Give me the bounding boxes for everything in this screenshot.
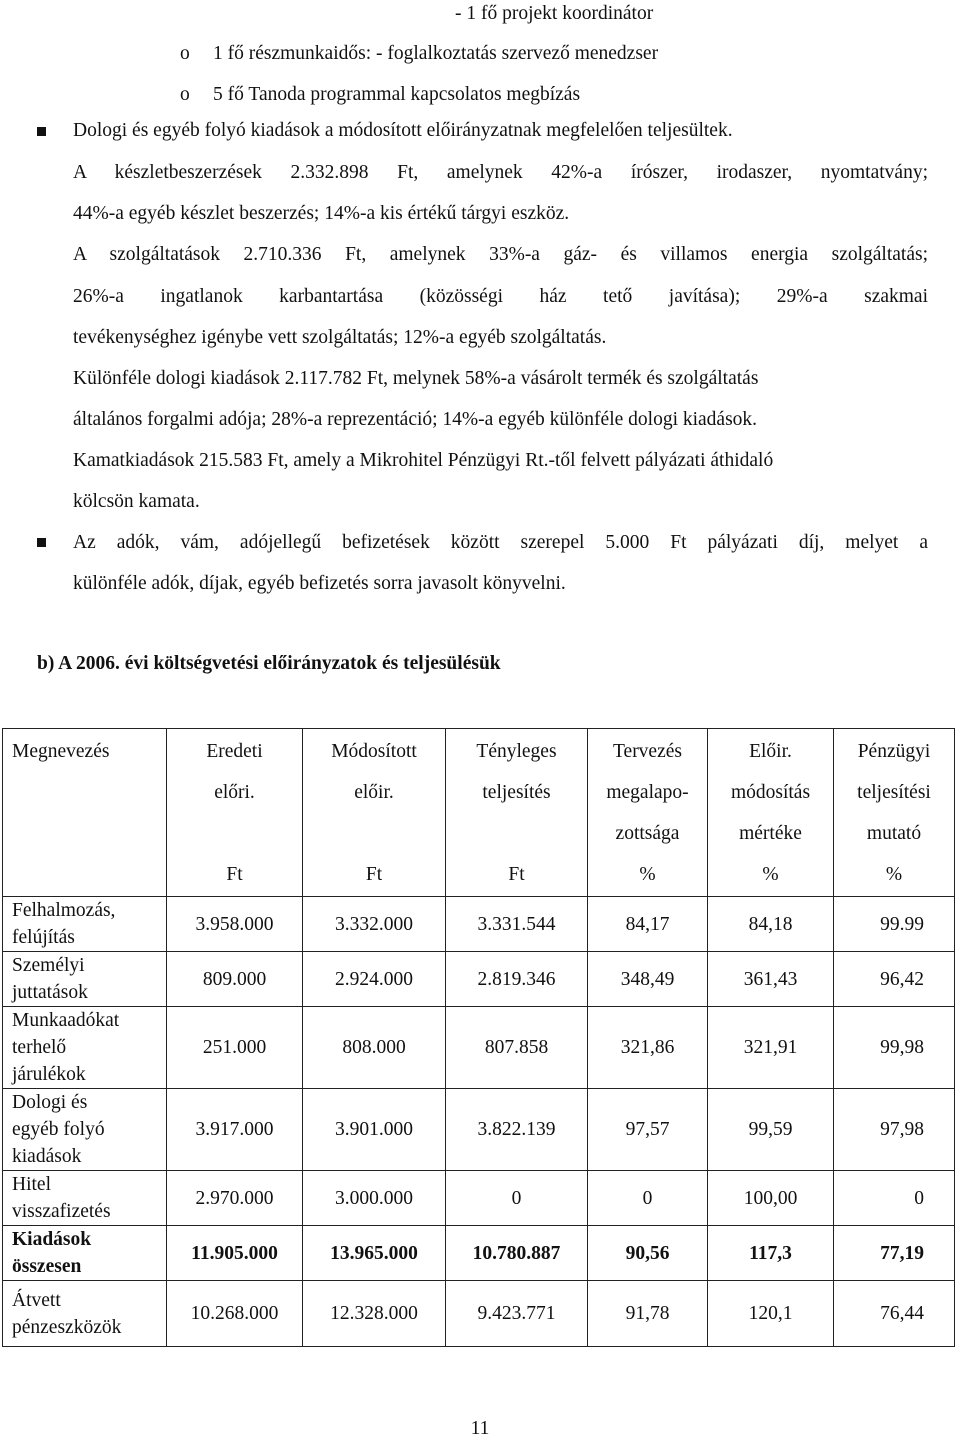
header-cell-original: Eredeti előri. Ft (167, 729, 303, 897)
paragraph-line: különféle adók, díjak, egyéb befizetés sorra javasolt könyvelni. (73, 573, 566, 594)
cell-actual: 807.858 (446, 1007, 588, 1089)
cell-planning: 91,78 (588, 1281, 708, 1347)
staff-line-parttime: 1 fő részmunkaidős: - foglalkoztatás szervező menedzser (213, 43, 659, 64)
cell-modified: 3.901.000 (303, 1089, 446, 1171)
list-marker: o (180, 84, 190, 105)
cell-financial: 99.99 (834, 897, 955, 952)
cell-modification: 99,59 (708, 1089, 834, 1171)
table-row (3, 1171, 955, 1226)
cell-financial: 99,98 (834, 1007, 955, 1089)
cell-planning: 84,17 (588, 897, 708, 952)
table-row (3, 1007, 955, 1089)
cell-financial: 76,44 (834, 1281, 955, 1347)
cell-planning: 321,86 (588, 1007, 708, 1089)
header-cell-modification: Előir. módosítás mértéke % (708, 729, 834, 897)
cell-modified: 2.924.000 (303, 952, 446, 1007)
cell-planning: 90,56 (588, 1226, 708, 1281)
cell-planning: 0 (588, 1171, 708, 1226)
cell-modification: 361,43 (708, 952, 834, 1007)
budget-table (2, 728, 955, 1347)
table-row (3, 952, 955, 1007)
paragraph-line: tevékenységhez igénybe vett szolgáltatás; 12%-a egyéb szolgáltatás. (73, 327, 607, 348)
cell-financial: 96,42 (834, 952, 955, 1007)
paragraph-line: A készletbeszerzések 2.332.898 Ft, amelynek 42%-a írószer, irodaszer, nyomtatvány; (73, 162, 928, 183)
list-marker: o (180, 43, 190, 64)
paragraph-line: A szolgáltatások 2.710.336 Ft, amelynek 33%-a gáz- és villamos energia szolgáltatás; (73, 244, 928, 265)
table-row (3, 1281, 955, 1347)
staff-line-coordinator: - 1 fő projekt koordinátor (455, 3, 654, 24)
header-cell-name: Megnevezés (3, 729, 167, 897)
cell-financial: 0 (834, 1171, 955, 1226)
header-cell-modified: Módosított előir. Ft (303, 729, 446, 897)
paragraph-line: Különféle dologi kiadások 2.117.782 Ft, melynek 58%-a vásárolt termék és szolgáltatás (73, 368, 759, 389)
cell-actual: 2.819.346 (446, 952, 588, 1007)
cell-original: 809.000 (167, 952, 303, 1007)
cell-actual: 3.822.139 (446, 1089, 588, 1171)
cell-planning: 348,49 (588, 952, 708, 1007)
cell-original: 3.917.000 (167, 1089, 303, 1171)
table-row (3, 897, 955, 952)
cell-actual: 0 (446, 1171, 588, 1226)
page-number: 11 (470, 1418, 490, 1439)
cell-modified: 12.328.000 (303, 1281, 446, 1347)
paragraph-line: 44%-a egyéb készlet beszerzés; 14%-a kis értékű tárgyi eszköz. (73, 203, 570, 224)
paragraph-line: kölcsön kamata. (73, 491, 200, 512)
cell-planning: 97,57 (588, 1089, 708, 1171)
cell-modified: 13.965.000 (303, 1226, 446, 1281)
cell-financial: 97,98 (834, 1089, 955, 1171)
header-cell-actual: Tényleges teljesítés Ft (446, 729, 588, 897)
square-bullet-icon (37, 538, 46, 547)
cell-financial: 77,19 (834, 1226, 955, 1281)
cell-actual: 3.331.544 (446, 897, 588, 952)
paragraph-line: általános forgalmi adója; 28%-a reprezentáció; 14%-a egyéb különféle dologi kiadások. (73, 409, 758, 430)
cell-modification: 100,00 (708, 1171, 834, 1226)
paragraph-line: 26%-a ingatlanok karbantartása (közösségi ház tető javítása); 29%-a szakmai (73, 286, 928, 307)
table-row-total (3, 1226, 955, 1281)
row-label: Munkaadókat terhelő járulékok (3, 1007, 167, 1089)
cell-modification: 120,1 (708, 1281, 834, 1347)
square-bullet-icon (37, 127, 46, 136)
cell-original: 251.000 (167, 1007, 303, 1089)
header-cell-financial: Pénzügyi teljesítési mutató % (834, 729, 955, 897)
cell-modified: 3.000.000 (303, 1171, 446, 1226)
row-label: Hitel visszafizetés (3, 1171, 167, 1226)
paragraph-line: Dologi és egyéb folyó kiadások a módosított előirányzatnak megfelelően teljesültek. (73, 120, 733, 141)
table-row (3, 1089, 955, 1171)
cell-original: 2.970.000 (167, 1171, 303, 1226)
row-label: Felhalmozás, felújítás (3, 897, 167, 952)
paragraph-line: Az adók, vám, adójellegű befizetések között szerepel 5.000 Ft pályázati díj, melyet a (73, 532, 928, 553)
cell-original: 11.905.000 (167, 1226, 303, 1281)
cell-original: 3.958.000 (167, 897, 303, 952)
cell-modification: 84,18 (708, 897, 834, 952)
row-label: Személyi juttatások (3, 952, 167, 1007)
cell-modification: 117,3 (708, 1226, 834, 1281)
header-cell-planning: Tervezés megalapo- zottsága % (588, 729, 708, 897)
paragraph-line: Kamatkiadások 215.583 Ft, amely a Mikrohitel Pénzügyi Rt.-től felvett pályázati áthidaló (73, 450, 774, 471)
cell-modified: 808.000 (303, 1007, 446, 1089)
cell-actual: 9.423.771 (446, 1281, 588, 1347)
cell-modification: 321,91 (708, 1007, 834, 1089)
staff-line-tanoda: 5 fő Tanoda programmal kapcsolatos megbízás (213, 84, 581, 105)
cell-actual: 10.780.887 (446, 1226, 588, 1281)
row-label: Átvett pénzeszközök (3, 1281, 167, 1347)
row-label: Kiadások összesen (3, 1226, 167, 1281)
cell-modified: 3.332.000 (303, 897, 446, 952)
table-header-row (3, 729, 955, 897)
row-label: Dologi és egyéb folyó kiadások (3, 1089, 167, 1171)
cell-original: 10.268.000 (167, 1281, 303, 1347)
section-heading: b) A 2006. évi költségvetési előirányzatok és teljesülésük (37, 653, 501, 674)
